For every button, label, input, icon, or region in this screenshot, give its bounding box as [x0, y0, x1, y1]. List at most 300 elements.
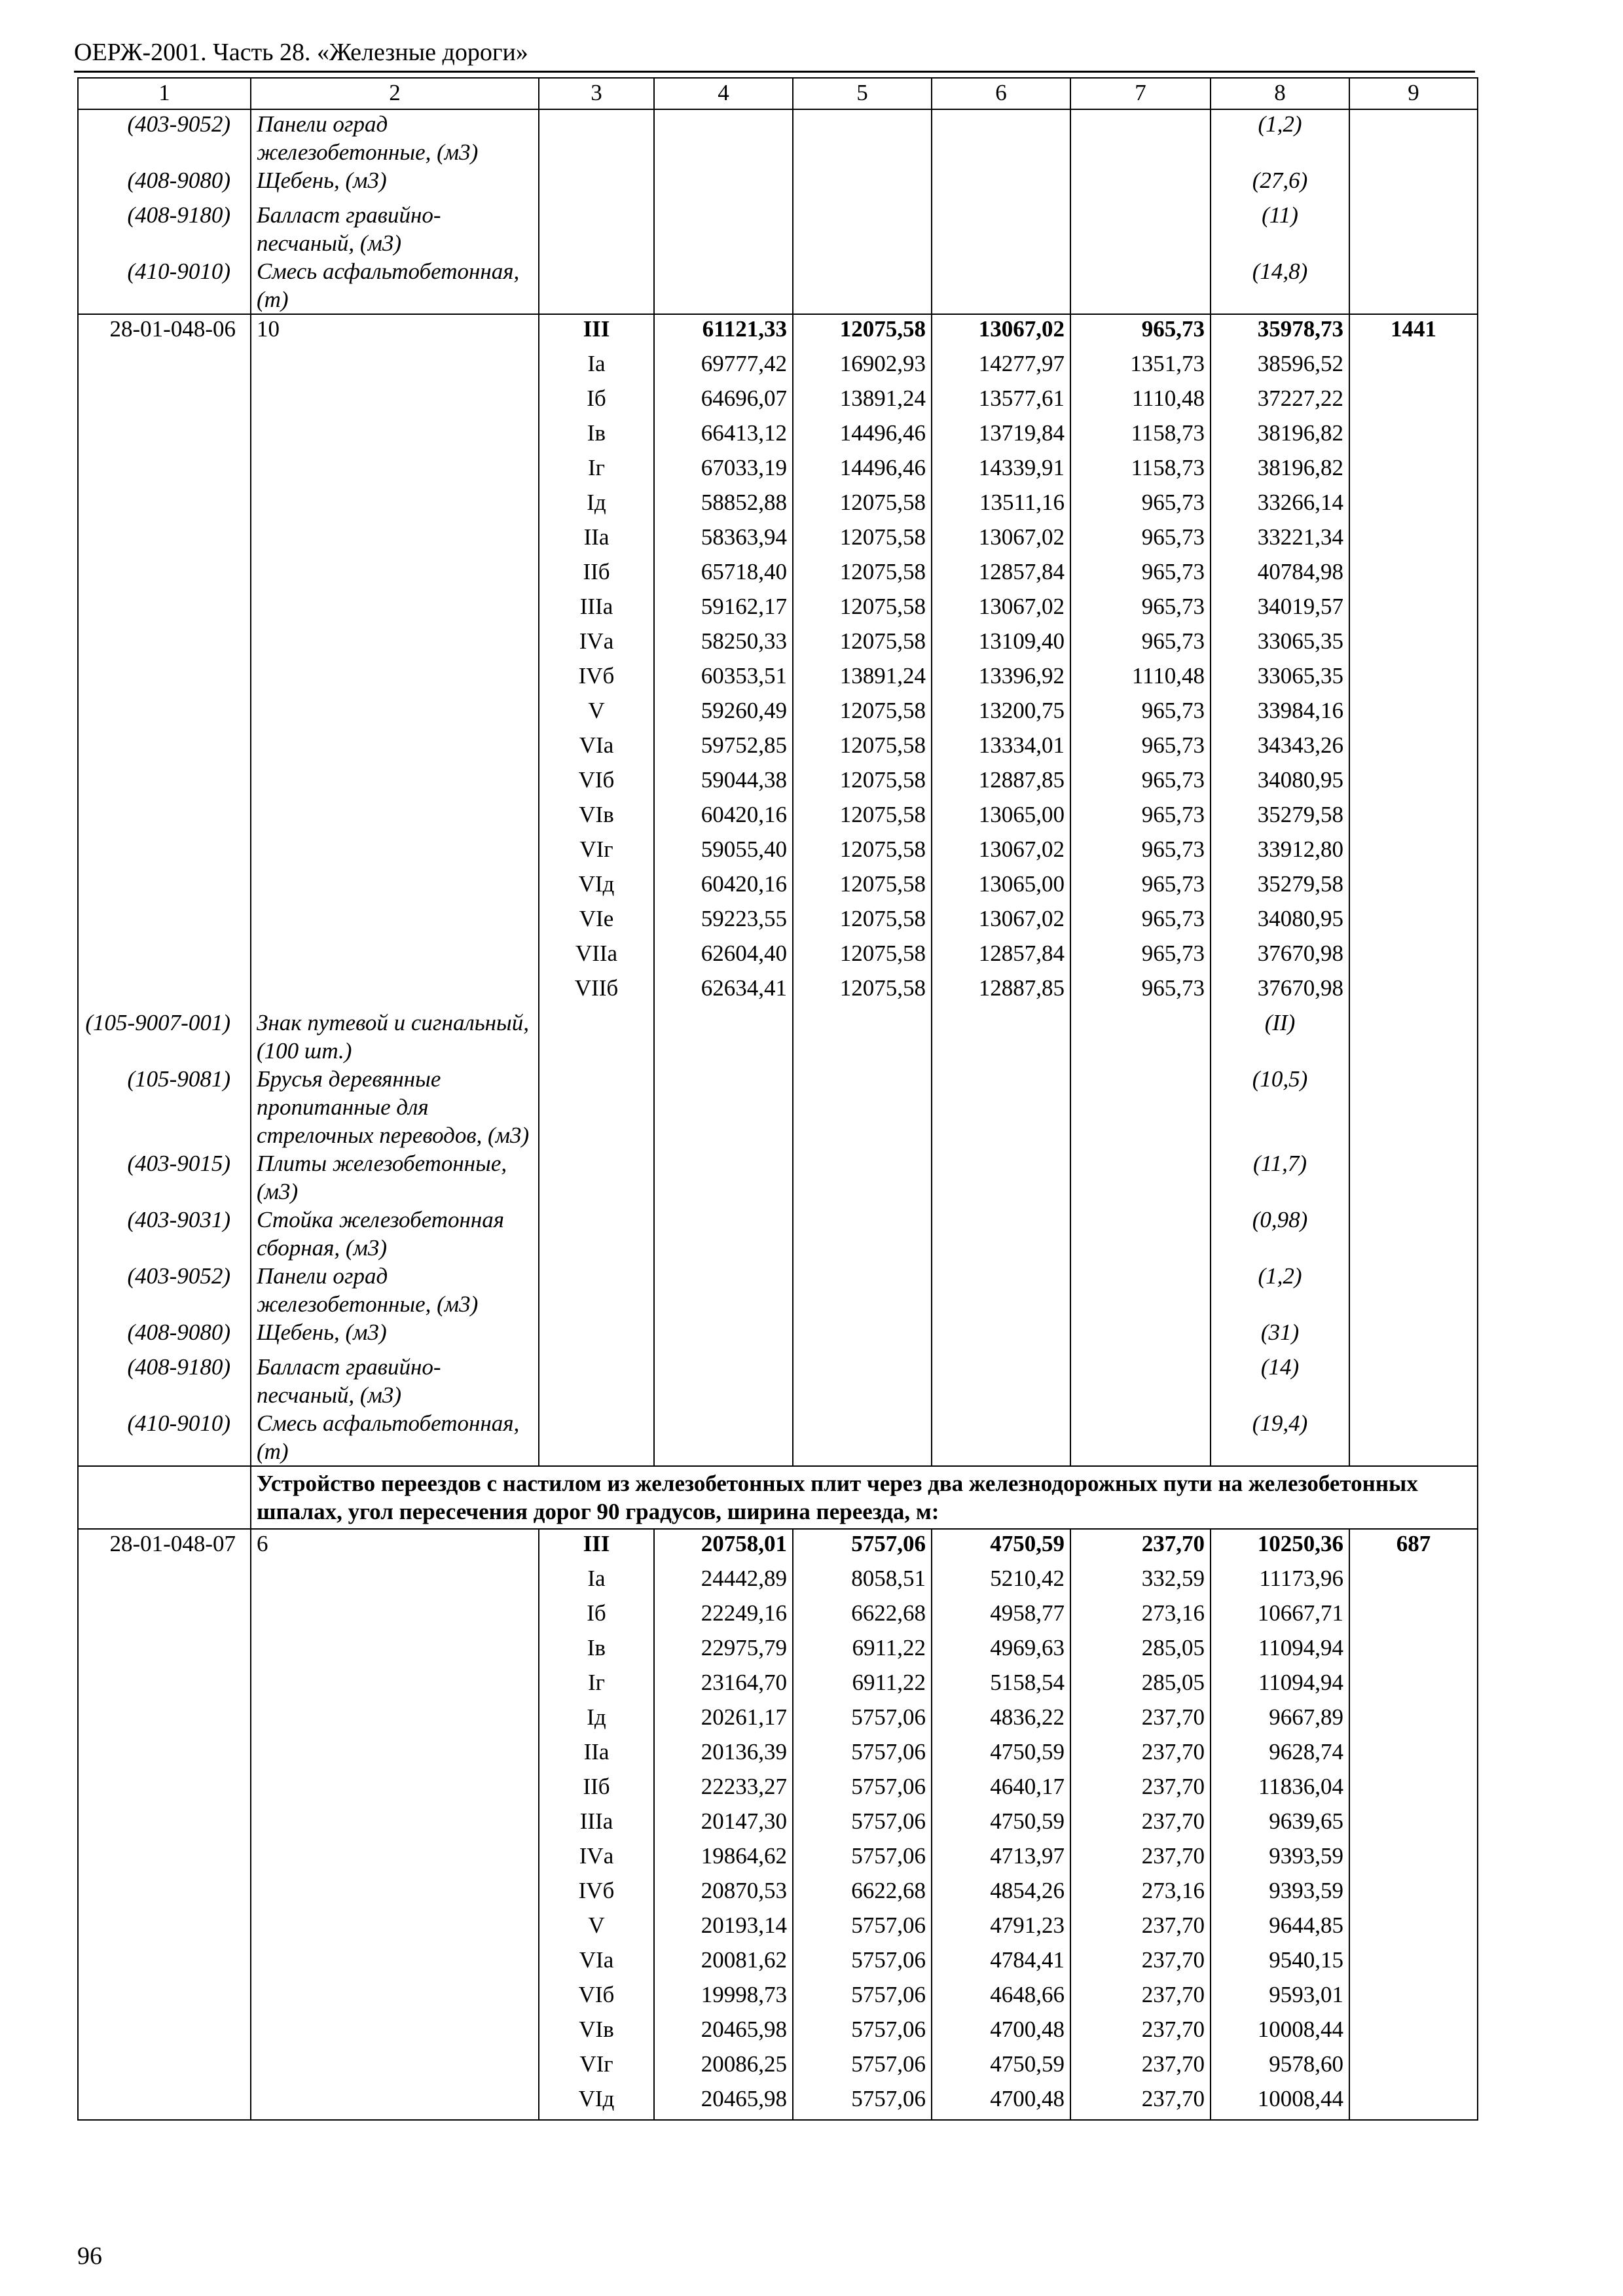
rate-value: 35279,58 — [1211, 870, 1349, 905]
zone-label: IVа — [539, 1842, 654, 1876]
table-cell — [932, 257, 1070, 314]
resource-quantity: (1,2) — [1211, 1262, 1349, 1318]
table-cell — [251, 731, 539, 766]
table-cell — [78, 1807, 251, 1842]
column-header: 8 — [1211, 78, 1349, 109]
table-cell — [1070, 1318, 1211, 1353]
table-cell — [251, 1564, 539, 1599]
rate-value: 332,59 — [1070, 1564, 1211, 1599]
table-cell — [78, 1703, 251, 1738]
rate-value: 12075,58 — [793, 523, 932, 558]
rate-value: 9639,65 — [1211, 1807, 1349, 1842]
rate-value: 12075,58 — [793, 800, 932, 835]
rate-value: 8058,51 — [793, 1564, 932, 1599]
rate-value: 35279,58 — [1211, 800, 1349, 835]
table-cell — [78, 350, 251, 384]
rate-value: 37670,98 — [1211, 974, 1349, 1009]
rate-value: 34080,95 — [1211, 905, 1349, 939]
table-cell — [251, 592, 539, 627]
rate-value: 12075,58 — [793, 870, 932, 905]
table-cell — [78, 523, 251, 558]
rate-row — [78, 1529, 1478, 1564]
rate-value: 5757,06 — [793, 1911, 932, 1946]
table-cell — [251, 1668, 539, 1703]
rate-value: 13200,75 — [932, 696, 1070, 731]
table-cell — [78, 2085, 251, 2120]
rate-row — [78, 766, 1478, 800]
rate-row — [78, 350, 1478, 384]
table-cell — [932, 1206, 1070, 1262]
rate-row — [78, 800, 1478, 835]
rate-row — [78, 1668, 1478, 1703]
table-cell — [78, 558, 251, 592]
rate-value: 965,73 — [1070, 558, 1211, 592]
zone-label: VIб — [539, 766, 654, 800]
table-cell — [1349, 1149, 1478, 1206]
rate-row — [78, 905, 1478, 939]
table-cell — [251, 419, 539, 454]
table-cell — [1349, 558, 1478, 592]
table-cell — [251, 696, 539, 731]
table-cell — [78, 1842, 251, 1876]
rate-value: 11836,04 — [1211, 1772, 1349, 1807]
table-cell — [1349, 592, 1478, 627]
zone-label: VIб — [539, 1981, 654, 2015]
rate-value: 5210,42 — [932, 1564, 1070, 1599]
table-cell — [1349, 1738, 1478, 1772]
rate-value: 9393,59 — [1211, 1876, 1349, 1911]
table-cell — [1349, 1206, 1478, 1262]
table-cell — [251, 1911, 539, 1946]
rate-value: 34343,26 — [1211, 731, 1349, 766]
table-cell — [539, 1353, 654, 1409]
table-cell — [78, 905, 251, 939]
rate-value: 9628,74 — [1211, 1738, 1349, 1772]
material-row — [78, 1065, 1478, 1149]
resource-code: (408-9080) — [78, 1318, 251, 1353]
rate-row — [78, 592, 1478, 627]
resource-name: Балласт гравийно-песчаный, (м3) — [251, 201, 539, 257]
table-cell — [251, 800, 539, 835]
table-cell — [932, 201, 1070, 257]
resource-quantity: (0,98) — [1211, 1206, 1349, 1262]
crossing-width: 6 — [251, 1529, 539, 1564]
zone-label: VIв — [539, 2015, 654, 2050]
rate-value: 19864,62 — [654, 1842, 793, 1876]
rate-value: 5757,06 — [793, 1703, 932, 1738]
table-cell — [539, 1149, 654, 1206]
table-cell — [1349, 1262, 1478, 1318]
rate-value: 965,73 — [1070, 627, 1211, 662]
rate-value: 13577,61 — [932, 384, 1070, 419]
table-cell — [78, 974, 251, 1009]
zone-label: Iа — [539, 350, 654, 384]
rate-value: 965,73 — [1070, 870, 1211, 905]
rate-value: 965,73 — [1070, 314, 1211, 350]
rate-value: 22249,16 — [654, 1599, 793, 1634]
zone-label: III — [539, 314, 654, 350]
table-cell — [932, 1262, 1070, 1318]
rate-row — [78, 454, 1478, 488]
rate-row — [78, 1842, 1478, 1876]
rate-value: 6622,68 — [793, 1599, 932, 1634]
rate-value: 58852,88 — [654, 488, 793, 523]
rate-value: 237,70 — [1070, 1911, 1211, 1946]
material-row — [78, 257, 1478, 314]
rate-row — [78, 2085, 1478, 2120]
table-cell — [793, 1065, 932, 1149]
resource-name: Плиты железобетонные, (м3) — [251, 1149, 539, 1206]
table-cell — [1349, 419, 1478, 454]
table-cell — [78, 627, 251, 662]
table-cell — [1349, 2015, 1478, 2050]
rate-value: 58363,94 — [654, 523, 793, 558]
table-cell — [78, 1876, 251, 1911]
resource-quantity: (10,5) — [1211, 1065, 1349, 1149]
table-cell — [78, 1564, 251, 1599]
rate-value: 13334,01 — [932, 731, 1070, 766]
resource-code: (105-9007-001) — [78, 1009, 251, 1065]
table-cell — [1349, 1981, 1478, 2015]
table-cell — [1349, 627, 1478, 662]
zone-label: V — [539, 1911, 654, 1946]
rate-value: 5757,06 — [793, 1772, 932, 1807]
column-header: 9 — [1349, 78, 1478, 109]
table-cell — [78, 419, 251, 454]
rate-row — [78, 1634, 1478, 1668]
table-cell — [654, 166, 793, 201]
zone-label: VIд — [539, 2085, 654, 2120]
rate-value: 10250,36 — [1211, 1529, 1349, 1564]
table-cell — [1349, 974, 1478, 1009]
rate-value: 13109,40 — [932, 627, 1070, 662]
rate-value: 38196,82 — [1211, 419, 1349, 454]
column-header: 1 — [78, 78, 251, 109]
resource-name: Балласт гравийно-песчаный, (м3) — [251, 1353, 539, 1409]
table-cell — [78, 592, 251, 627]
table-cell — [251, 662, 539, 696]
resource-code: (403-9052) — [78, 1262, 251, 1318]
rate-value: 12887,85 — [932, 766, 1070, 800]
rate-value: 69777,42 — [654, 350, 793, 384]
table-cell — [539, 1318, 654, 1353]
table-cell — [932, 1353, 1070, 1409]
rate-row — [78, 384, 1478, 419]
rate-value: 5757,06 — [793, 1738, 932, 1772]
table-cell — [932, 1409, 1070, 1466]
rate-value: 62604,40 — [654, 939, 793, 974]
rate-value: 4640,17 — [932, 1772, 1070, 1807]
table-cell — [654, 201, 793, 257]
resource-name: Панели оград железобетонные, (м3) — [251, 109, 539, 166]
rate-row — [78, 1876, 1478, 1911]
zone-label: V — [539, 696, 654, 731]
rate-value: 1351,73 — [1070, 350, 1211, 384]
rate-value: 13065,00 — [932, 870, 1070, 905]
rate-row — [78, 1599, 1478, 1634]
rate-row — [78, 835, 1478, 870]
rate-value: 12857,84 — [932, 558, 1070, 592]
zone-label: IVа — [539, 627, 654, 662]
rate-value: 5757,06 — [793, 1807, 932, 1842]
rate-value: 9593,01 — [1211, 1981, 1349, 2015]
table-cell — [654, 257, 793, 314]
table-cell — [1070, 201, 1211, 257]
section-row — [78, 1466, 1478, 1529]
table-cell — [1349, 384, 1478, 419]
resource-code: (403-9031) — [78, 1206, 251, 1262]
rate-value: 965,73 — [1070, 905, 1211, 939]
zone-label: Iг — [539, 1668, 654, 1703]
rate-value: 20147,30 — [654, 1807, 793, 1842]
resource-quantity: (II) — [1211, 1009, 1349, 1065]
rate-value: 12075,58 — [793, 696, 932, 731]
rate-value: 12075,58 — [793, 488, 932, 523]
rate-value: 965,73 — [1070, 835, 1211, 870]
zone-label: Iа — [539, 1564, 654, 1599]
resource-name: Панели оград железобетонные, (м3) — [251, 1262, 539, 1318]
rate-value: 59752,85 — [654, 731, 793, 766]
rate-value: 285,05 — [1070, 1668, 1211, 1703]
resource-code: (410-9010) — [78, 1409, 251, 1466]
rate-value: 66413,12 — [654, 419, 793, 454]
rate-value: 22975,79 — [654, 1634, 793, 1668]
table-cell — [78, 835, 251, 870]
table-cell — [251, 1634, 539, 1668]
table-cell — [1349, 1009, 1478, 1065]
rate-value: 20261,17 — [654, 1703, 793, 1738]
resource-name: Знак путевой и сигнальный, (100 шт.) — [251, 1009, 539, 1065]
rate-value: 13067,02 — [932, 592, 1070, 627]
table-cell — [1349, 1318, 1478, 1353]
rate-value: 12887,85 — [932, 974, 1070, 1009]
table-cell — [793, 1409, 932, 1466]
rate-value: 4700,48 — [932, 2015, 1070, 2050]
rate-value: 12075,58 — [793, 731, 932, 766]
rate-value: 13067,02 — [932, 835, 1070, 870]
rate-value: 12075,58 — [793, 974, 932, 1009]
rate-value: 11094,94 — [1211, 1634, 1349, 1668]
rate-value: 33065,35 — [1211, 627, 1349, 662]
rate-value: 58250,33 — [654, 627, 793, 662]
table-cell — [251, 558, 539, 592]
rate-value: 12075,58 — [793, 835, 932, 870]
rate-row — [78, 696, 1478, 731]
rate-value: 14496,46 — [793, 419, 932, 454]
material-row — [78, 1353, 1478, 1409]
table-cell — [1349, 488, 1478, 523]
rate-value: 965,73 — [1070, 731, 1211, 766]
rate-value: 12075,58 — [793, 939, 932, 974]
rate-code: 28-01-048-07 — [78, 1529, 251, 1564]
zone-label: IIа — [539, 1738, 654, 1772]
rate-value: 4648,66 — [932, 1981, 1070, 2015]
table-cell — [78, 696, 251, 731]
table-cell — [654, 1206, 793, 1262]
rate-value: 237,70 — [1070, 1772, 1211, 1807]
material-row — [78, 109, 1478, 166]
rate-value: 14496,46 — [793, 454, 932, 488]
table-cell — [78, 662, 251, 696]
table-cell — [1070, 166, 1211, 201]
zone-label: IIа — [539, 523, 654, 558]
zone-label: VIе — [539, 905, 654, 939]
rate-value: 35978,73 — [1211, 314, 1349, 350]
rate-value: 965,73 — [1070, 800, 1211, 835]
zone-label: IIб — [539, 1772, 654, 1807]
table-cell — [1349, 1564, 1478, 1599]
rate-value: 5757,06 — [793, 2015, 932, 2050]
table-cell — [932, 109, 1070, 166]
table-cell — [1070, 1409, 1211, 1466]
crossing-width: 10 — [251, 314, 539, 350]
zone-label: IIб — [539, 558, 654, 592]
table-cell — [1070, 1353, 1211, 1409]
table-cell — [251, 939, 539, 974]
material-row — [78, 1009, 1478, 1065]
rate-value: 10008,44 — [1211, 2085, 1349, 2120]
table-cell — [654, 1318, 793, 1353]
col9-value: 1441 — [1349, 314, 1478, 350]
rate-value: 965,73 — [1070, 488, 1211, 523]
resource-code: (403-9052) — [78, 109, 251, 166]
rate-value: 1158,73 — [1070, 454, 1211, 488]
column-header: 2 — [251, 78, 539, 109]
table-cell — [251, 974, 539, 1009]
rate-value: 13891,24 — [793, 384, 932, 419]
rate-value: 60420,16 — [654, 870, 793, 905]
table-cell — [932, 1149, 1070, 1206]
table-cell — [654, 1149, 793, 1206]
rate-value: 13065,00 — [932, 800, 1070, 835]
rate-value: 12075,58 — [793, 766, 932, 800]
table-cell — [1070, 257, 1211, 314]
table-cell — [1349, 1703, 1478, 1738]
rate-row — [78, 1772, 1478, 1807]
material-row — [78, 166, 1478, 201]
rate-value: 24442,89 — [654, 1564, 793, 1599]
table-cell — [1349, 939, 1478, 974]
rate-value: 237,70 — [1070, 2015, 1211, 2050]
resource-name: Стойка железобетонная сборная, (м3) — [251, 1206, 539, 1262]
rate-value: 64696,07 — [654, 384, 793, 419]
zone-label: VIг — [539, 2050, 654, 2085]
table-cell — [654, 1065, 793, 1149]
table-cell — [1070, 109, 1211, 166]
table-cell — [251, 766, 539, 800]
table-cell — [539, 1009, 654, 1065]
table-cell — [251, 2050, 539, 2085]
rate-row — [78, 1911, 1478, 1946]
table-cell — [932, 166, 1070, 201]
table-cell — [1349, 1911, 1478, 1946]
table-cell — [1349, 1599, 1478, 1634]
zone-label: III — [539, 1529, 654, 1564]
rate-row — [78, 870, 1478, 905]
rate-value: 4958,77 — [932, 1599, 1070, 1634]
table-cell — [539, 109, 654, 166]
table-cell — [78, 1981, 251, 2015]
rate-value: 9540,15 — [1211, 1946, 1349, 1981]
column-header: 4 — [654, 78, 793, 109]
rate-value: 4791,23 — [932, 1911, 1070, 1946]
table-cell — [654, 109, 793, 166]
rate-value: 965,73 — [1070, 592, 1211, 627]
table-cell — [251, 1876, 539, 1911]
table-cell — [1349, 257, 1478, 314]
rate-value: 4700,48 — [932, 2085, 1070, 2120]
table-cell — [251, 2015, 539, 2050]
col9-value: 687 — [1349, 1529, 1478, 1564]
table-cell — [793, 1206, 932, 1262]
table-cell — [78, 1466, 251, 1529]
rate-value: 20465,98 — [654, 2085, 793, 2120]
zone-label: IVб — [539, 662, 654, 696]
rate-value: 10008,44 — [1211, 2015, 1349, 2050]
rate-value: 9578,60 — [1211, 2050, 1349, 2085]
resource-name: Брусья деревянные пропитанные для стрелочных переводов, (м3) — [251, 1065, 539, 1149]
table-cell — [1349, 731, 1478, 766]
rate-value: 4836,22 — [932, 1703, 1070, 1738]
zone-label: Iб — [539, 1599, 654, 1634]
zone-label: Iб — [539, 384, 654, 419]
rate-value: 12075,58 — [793, 905, 932, 939]
rate-row — [78, 974, 1478, 1009]
rate-value: 5757,06 — [793, 2050, 932, 2085]
table-cell — [78, 870, 251, 905]
zone-label: VIв — [539, 800, 654, 835]
zone-label: VIг — [539, 835, 654, 870]
rate-value: 38596,52 — [1211, 350, 1349, 384]
resource-code: (408-9180) — [78, 201, 251, 257]
table-cell — [1349, 1772, 1478, 1807]
rate-row — [78, 523, 1478, 558]
table-cell — [251, 350, 539, 384]
rate-value: 59223,55 — [654, 905, 793, 939]
table-cell — [78, 800, 251, 835]
rate-value: 965,73 — [1070, 974, 1211, 1009]
rate-value: 285,05 — [1070, 1634, 1211, 1668]
table-cell — [1349, 800, 1478, 835]
table-cell — [793, 1149, 932, 1206]
rate-row — [78, 1564, 1478, 1599]
table-cell — [78, 2015, 251, 2050]
rate-value: 6911,22 — [793, 1668, 932, 1703]
table-cell — [539, 1206, 654, 1262]
table-cell — [251, 1981, 539, 2015]
rate-value: 37227,22 — [1211, 384, 1349, 419]
rate-value: 12075,58 — [793, 558, 932, 592]
rate-value: 60420,16 — [654, 800, 793, 835]
table-cell — [793, 1353, 932, 1409]
zone-label: Iд — [539, 488, 654, 523]
rate-row — [78, 2050, 1478, 2085]
resource-quantity: (19,4) — [1211, 1409, 1349, 1466]
table-cell — [251, 488, 539, 523]
table-cell — [1349, 201, 1478, 257]
rate-value: 33912,80 — [1211, 835, 1349, 870]
rate-value: 33065,35 — [1211, 662, 1349, 696]
table-cell — [78, 454, 251, 488]
resource-name: Щебень, (м3) — [251, 166, 539, 201]
rate-value: 237,70 — [1070, 1807, 1211, 1842]
table-cell — [251, 1772, 539, 1807]
rate-value: 37670,98 — [1211, 939, 1349, 974]
rate-value: 33266,14 — [1211, 488, 1349, 523]
rate-value: 20758,01 — [654, 1529, 793, 1564]
rate-value: 34019,57 — [1211, 592, 1349, 627]
rate-value: 22233,27 — [654, 1772, 793, 1807]
